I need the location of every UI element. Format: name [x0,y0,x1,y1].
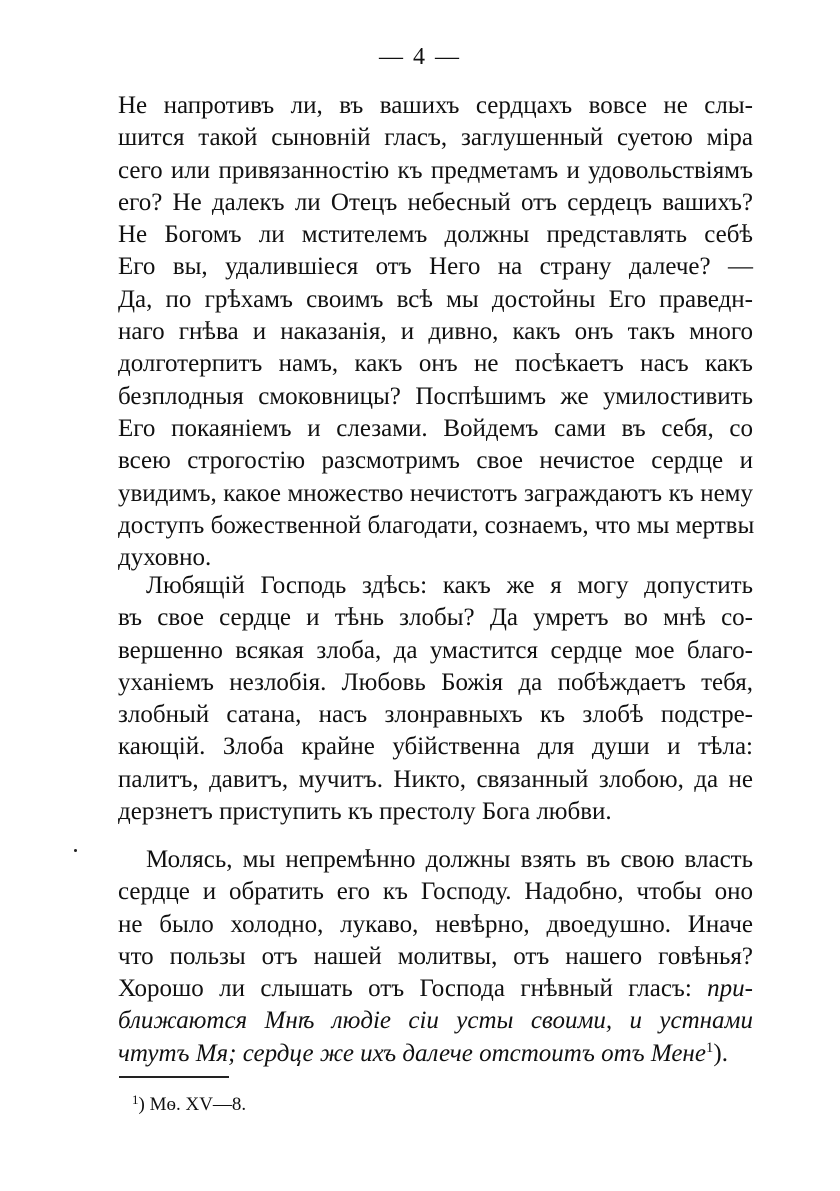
footnote [132,1092,246,1116]
text-line: уханіемъ незлобія. Любовь Божія да побѣждаетъ тебя, [118,668,753,696]
text-line: увидимъ, какое множество нечистотъ заграждаютъ къ нему [118,479,753,507]
text-line-first: Молясь, мы непремѣнно должны взять въ свою власть [146,846,753,873]
text-line-first: Любящій Господь здѣсь: какъ же я могу допустить [146,572,753,599]
text-line: палитъ, давитъ, мучитъ. Никто, связанный злобою, да не [118,765,753,793]
text-line: шится такой сыновній гласъ, заглушенный суетою міра [118,124,753,152]
text-line: что пользы отъ нашей молитвы, отъ нашего говѣнья? [118,942,753,970]
text-line: не было холодно, лукаво, невѣрно, двоедушно. Иначе [118,910,753,938]
paragraph-3 [118,844,753,1070]
footnote-divider [119,1076,229,1078]
text-line: Не напротивъ ли, въ вашихъ сердцахъ вовсе не слы- [118,92,753,119]
text-line: злобный сатана, насъ злонравныхъ къ злобѣ подстре- [118,701,753,729]
text-line: Не Богомъ ли мстителемъ должны представлять себѣ [118,221,753,249]
text-line: въ свое сердце и тѣнь злобы? Да умретъ во мнѣ со- [118,604,753,632]
footnote-mark: 1 [132,1092,139,1107]
text-line-last: дерзнетъ приступить къ престолу Бога любви. [118,798,612,826]
text-line: Да, по грѣхамъ своимъ всѣ мы достойны Его праведн- [118,285,753,313]
text-line-mixed [118,973,753,1005]
text-line: его? Не далекъ ли Отецъ небесный отъ сердецъ вашихъ? [118,188,753,216]
text-line: наго гнѣва и наказанія, и дивно, какъ онъ такъ много [118,318,753,346]
paragraph-2 [118,570,753,828]
text-line: всею строгостію разсмотримъ свое нечистое сердце и [118,447,753,475]
scripture-quote-end: чтутъ Мя; сердце же ихъ далече отстоитъ отъ Мене [118,1039,706,1067]
text-line: кающій. Злоба крайне убійственна для души и тѣла: [118,733,753,761]
text-plain-part: Хорошо ли слышать отъ Господа гнѣвный гласъ: [118,975,708,1003]
text-line: безплодныя смоковницы? Поспѣшимъ же умилостивить [118,382,753,410]
stray-ink-dot [74,849,77,852]
text-line: сердце и обратить его къ Господу. Надобно, чтобы оно [118,878,753,906]
text-line: доступъ божественной благодати, сознаемъ, что мы мертвы [118,511,755,539]
scripture-quote-line: ближаются Мнѣ людіе сіи усты своими, и устнами [118,1007,753,1035]
text-line-last [118,1038,753,1070]
text-line: вершенно всякая злоба, да умастится сердце мое благо- [118,636,753,664]
text-line: Его покаяніемъ и слезами. Войдемъ сами въ себя, со [118,414,753,442]
text-line: Его вы, удалившіеся отъ Него на страну далече? — [118,253,753,281]
footnote-reference[interactable]: 1 [705,1039,714,1056]
text-line-last: духовно. [118,544,212,572]
closing-punctuation: ). [713,1039,728,1067]
footnote-text: ) Мѳ. XV—8. [138,1094,247,1115]
scripture-quote-start: при- [707,975,753,1003]
text-line: сего или привязанностію къ предметамъ и удовольствіямъ [118,156,753,184]
page-number: — 4 — [379,44,461,70]
text-line: долготерпитъ намъ, какъ онъ не посѣкаетъ насъ какъ [118,350,753,378]
paragraph-1 [118,90,753,574]
